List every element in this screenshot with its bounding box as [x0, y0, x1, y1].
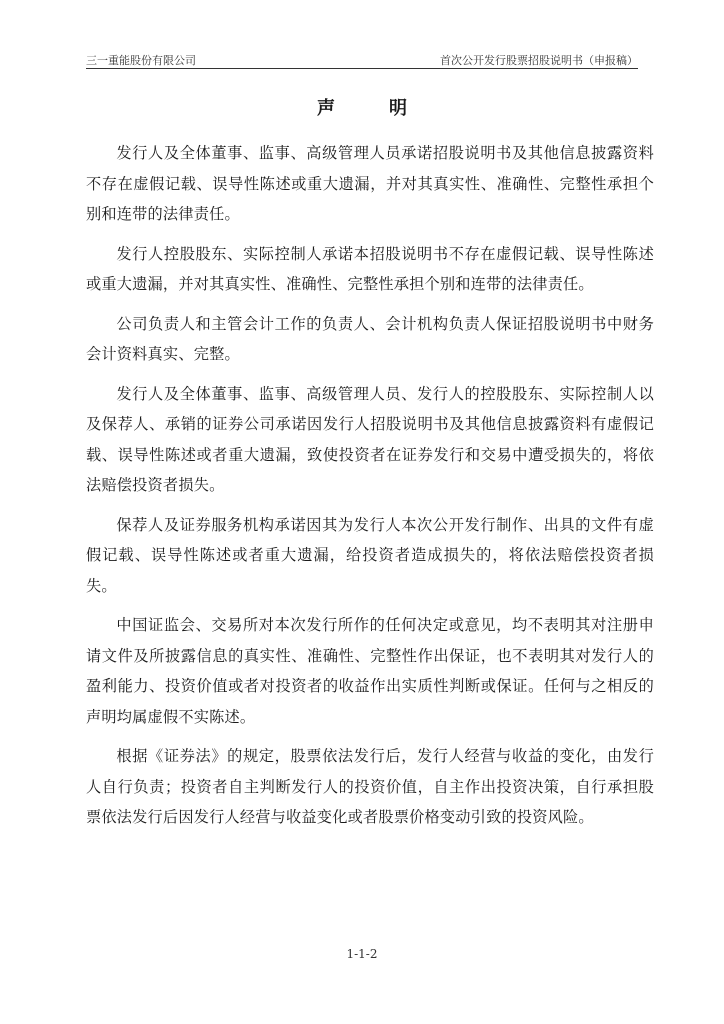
- paragraph: 根据《证券法》的规定，股票依法发行后，发行人经营与收益的变化，由发行人自行负责；投资者自主判断发行人的投资价值，自主作出投资决策，自行承担股票依法发行后因发行人经营与收益变化或者股票价格变动引致的投资风险。: [86, 747, 654, 826]
- paragraph: 发行人及全体董事、监事、高级管理人员承诺招股说明书及其他信息披露资料不存在虚假记载、误导性陈述或重大遗漏，并对其真实性、准确性、完整性承担个别和连带的法律责任。: [86, 144, 654, 223]
- page-header: [86, 48, 638, 69]
- page-title: 声 明: [317, 98, 425, 119]
- paragraph: 中国证监会、交易所对本次发行所作的任何决定或意见，均不表明其对注册申请文件及所披露信息的真实性、准确性、完整性作出保证，也不表明其对发行人的盈利能力、投资价值或者对投资者的收益作出实质性判断或保证。任何与之相反的声明均属虚假不实陈述。: [86, 616, 654, 726]
- paragraph: 发行人控股股东、实际控制人承诺本招股说明书不存在虚假记载、误导性陈述或重大遗漏，并对其真实性、准确性、完整性承担个别和连带的法律责任。: [86, 244, 654, 293]
- paragraph: 发行人及全体董事、监事、高级管理人员、发行人的控股股东、实际控制人以及保荐人、承销的证券公司承诺因发行人招股说明书及其他信息披露资料有虚假记载、误导性陈述或者重大遗漏，致使投资者在证券发行和交易中遭受损失的，将依法赔偿投资者损失。: [86, 384, 654, 494]
- header-document-title: 首次公开发行股票招股说明书（申报稿）: [440, 54, 638, 67]
- paragraph: 公司负责人和主管会计工作的负责人、会计机构负责人保证招股说明书中财务会计资料真实、完整。: [86, 314, 654, 363]
- header-company-name: 三一重能股份有限公司: [86, 54, 196, 67]
- page-number: 1-1-2: [346, 947, 378, 961]
- declaration-body: [86, 138, 654, 842]
- paragraph: 保荐人及证券服务机构承诺因其为发行人本次公开发行制作、出具的文件有虚假记载、误导性陈述或者重大遗漏，给投资者造成损失的，将依法赔偿投资者损失。: [86, 515, 654, 595]
